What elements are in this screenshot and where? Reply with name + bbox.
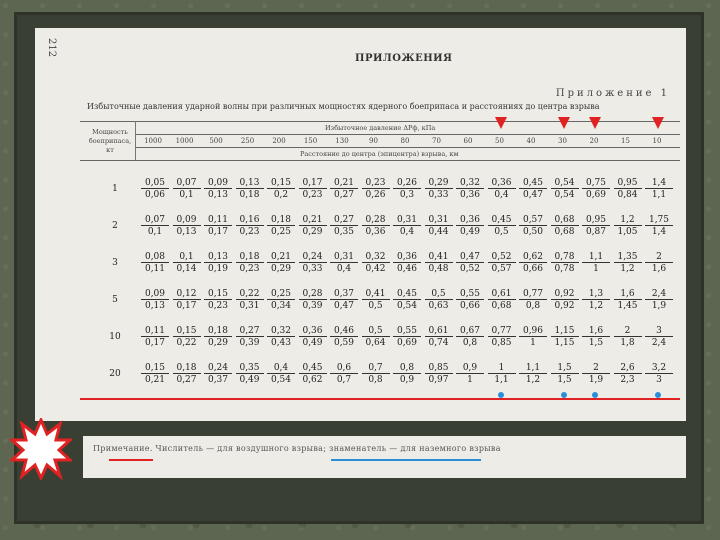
air-burst-value: 0,32 bbox=[267, 326, 295, 337]
ground-burst-value: 1,5 bbox=[588, 338, 604, 348]
power-value: 5 bbox=[112, 295, 118, 305]
air-burst-value: 0,78 bbox=[551, 252, 579, 263]
ground-burst-value: 0,26 bbox=[365, 190, 386, 200]
ground-burst-value: 0,36 bbox=[365, 227, 386, 237]
ground-burst-value: 1,1 bbox=[494, 375, 509, 385]
air-burst-value: 2 bbox=[645, 252, 673, 263]
ground-burst-value: 0,33 bbox=[302, 264, 323, 274]
air-burst-value: 0,67 bbox=[456, 326, 484, 337]
air-burst-value: 0,92 bbox=[551, 289, 579, 300]
ground-burst-value: 1,5 bbox=[557, 375, 572, 385]
air-burst-value: 0,55 bbox=[456, 289, 484, 300]
ground-burst-value: 1,15 bbox=[554, 338, 575, 348]
ground-burst-value: 1 bbox=[593, 264, 599, 274]
air-burst-value: 0,6 bbox=[330, 363, 358, 374]
ground-burst-value: 0,74 bbox=[428, 338, 449, 348]
ground-burst-value: 0,4 bbox=[399, 227, 415, 237]
note-strip bbox=[83, 436, 686, 478]
air-burst-value: 0,37 bbox=[330, 289, 358, 300]
ground-burst-value: 0,4 bbox=[494, 190, 509, 200]
ground-burst-value: 0,69 bbox=[585, 190, 607, 200]
ground-burst-value: 0,29 bbox=[207, 338, 229, 348]
page-number: 212 bbox=[46, 38, 57, 58]
air-burst-value: 0,25 bbox=[267, 289, 295, 300]
air-burst-value: 0,36 bbox=[299, 326, 327, 337]
pressure-level: 10 bbox=[652, 137, 662, 145]
air-burst-value: 0,11 bbox=[141, 326, 169, 337]
air-burst-value: 0,17 bbox=[299, 178, 327, 189]
blue-marker-icon bbox=[498, 392, 504, 398]
red-marker-icon bbox=[558, 117, 570, 129]
ground-burst-value: 0,36 bbox=[459, 190, 481, 200]
air-burst-value: 0,36 bbox=[488, 178, 516, 189]
air-burst-value: 3 bbox=[645, 326, 673, 337]
ground-burst-value: 0,13 bbox=[176, 227, 197, 237]
air-burst-value: 1,6 bbox=[582, 326, 610, 337]
ground-burst-value: 1 bbox=[530, 338, 536, 348]
air-burst-value: 0,77 bbox=[519, 289, 547, 300]
ground-burst-value: 0,68 bbox=[491, 301, 512, 311]
air-burst-value: 0,36 bbox=[393, 252, 421, 263]
ground-burst-value: 0,87 bbox=[585, 227, 607, 237]
power-col-divider bbox=[135, 121, 136, 160]
air-burst-value: 0,45 bbox=[488, 215, 516, 226]
air-burst-value: 0,27 bbox=[330, 215, 358, 226]
ground-burst-value: 1,05 bbox=[617, 227, 638, 237]
pressure-level: 1000 bbox=[175, 137, 194, 145]
ground-burst-value: 1,2 bbox=[620, 264, 635, 274]
ground-burst-value: 0,35 bbox=[333, 227, 355, 237]
ground-burst-value: 0,13 bbox=[144, 301, 166, 311]
ground-burst-value: 0,66 bbox=[522, 264, 544, 274]
air-burst-value: 0,12 bbox=[173, 289, 201, 300]
air-burst-value: 0,46 bbox=[330, 326, 358, 337]
blue-marker-icon bbox=[561, 392, 567, 398]
air-burst-value: 0,32 bbox=[362, 252, 390, 263]
ground-burst-value: 0,17 bbox=[144, 338, 166, 348]
ground-burst-value: 0,69 bbox=[396, 338, 418, 348]
air-burst-value: 0,45 bbox=[299, 363, 327, 374]
ground-burst-value: 0,92 bbox=[554, 301, 575, 311]
note-blue-underline bbox=[331, 459, 481, 461]
air-burst-value: 0,45 bbox=[519, 178, 547, 189]
air-burst-value: 0,85 bbox=[425, 363, 453, 374]
ground-burst-value: 0,49 bbox=[239, 375, 260, 385]
ground-burst-value: 1,1 bbox=[651, 190, 667, 200]
air-burst-value: 0,5 bbox=[362, 326, 390, 337]
ground-burst-value: 0,33 bbox=[428, 190, 449, 200]
distance-caption: Расстояние до центра (эпицентра) взрыва, км bbox=[300, 150, 459, 158]
power-value: 10 bbox=[109, 332, 121, 342]
appendix-label: Приложение 1 bbox=[555, 88, 670, 99]
air-burst-value: 2,6 bbox=[614, 363, 642, 374]
pressure-level: 130 bbox=[335, 137, 349, 145]
ground-burst-value: 0,8 bbox=[525, 301, 541, 311]
air-burst-value: 1,4 bbox=[645, 178, 673, 189]
ground-burst-value: 0,23 bbox=[239, 264, 260, 274]
air-burst-value: 0,4 bbox=[267, 363, 295, 374]
air-burst-value: 0,21 bbox=[330, 178, 358, 189]
ground-burst-value: 0,06 bbox=[144, 190, 166, 200]
pressure-level: 70 bbox=[432, 137, 441, 145]
air-burst-value: 2,4 bbox=[645, 289, 673, 300]
air-burst-value: 0,62 bbox=[519, 252, 547, 263]
levels-rule bbox=[135, 147, 680, 148]
ground-burst-value: 2,4 bbox=[651, 338, 667, 348]
air-burst-value: 0,18 bbox=[236, 252, 264, 263]
ground-burst-value: 0,5 bbox=[494, 227, 509, 237]
power-value: 20 bbox=[109, 369, 121, 379]
ground-burst-value: 0,49 bbox=[459, 227, 481, 237]
air-burst-value: 0,28 bbox=[299, 289, 327, 300]
pressure-level: 90 bbox=[369, 137, 378, 145]
ground-burst-value: 0,23 bbox=[207, 301, 229, 311]
air-burst-value: 1,1 bbox=[519, 363, 547, 374]
ground-burst-value: 0,31 bbox=[239, 301, 260, 311]
air-burst-value: 0,29 bbox=[425, 178, 453, 189]
ground-burst-value: 0,13 bbox=[207, 190, 229, 200]
air-burst-value: 0,95 bbox=[582, 215, 610, 226]
air-burst-value: 0,68 bbox=[551, 215, 579, 226]
ground-burst-value: 0,29 bbox=[302, 227, 323, 237]
ground-burst-value: 0,66 bbox=[459, 301, 481, 311]
air-burst-value: 0,77 bbox=[488, 326, 516, 337]
pressure-caption: Избыточное давление ΔPф, кПа bbox=[325, 124, 436, 132]
air-burst-value: 0,61 bbox=[425, 326, 453, 337]
air-burst-value: 0,15 bbox=[267, 178, 295, 189]
air-burst-value: 0,05 bbox=[141, 178, 169, 189]
air-burst-value: 0,7 bbox=[362, 363, 390, 374]
ground-burst-value: 0,47 bbox=[333, 301, 355, 311]
ground-burst-value: 0,3 bbox=[399, 190, 415, 200]
ground-burst-value: 1,8 bbox=[620, 338, 635, 348]
ground-burst-value: 0,23 bbox=[302, 190, 323, 200]
ground-burst-value: 0,68 bbox=[554, 227, 575, 237]
pressure-level: 15 bbox=[621, 137, 630, 145]
ground-burst-value: 1,9 bbox=[651, 301, 667, 311]
air-burst-value: 0,08 bbox=[141, 252, 169, 263]
air-burst-value: 0,09 bbox=[173, 215, 201, 226]
pressure-level: 30 bbox=[558, 137, 567, 145]
air-burst-value: 0,09 bbox=[204, 178, 232, 189]
pressure-level: 200 bbox=[272, 137, 286, 145]
air-burst-value: 0,26 bbox=[393, 178, 421, 189]
ground-burst-value: 0,48 bbox=[428, 264, 449, 274]
ground-burst-value: 0,84 bbox=[617, 190, 638, 200]
ground-burst-value: 0,54 bbox=[270, 375, 292, 385]
ground-burst-value: 0,18 bbox=[239, 190, 260, 200]
air-burst-value: 0,07 bbox=[141, 215, 169, 226]
air-burst-value: 0,96 bbox=[519, 326, 547, 337]
ground-burst-value: 0,78 bbox=[554, 264, 575, 274]
air-burst-value: 0,13 bbox=[204, 252, 232, 263]
ground-burst-value: 0,54 bbox=[554, 190, 575, 200]
table-note: Примечание. Числитель — для воздушного взрыва; знаменатель — для наземного взрыва bbox=[93, 444, 501, 453]
pressure-level: 250 bbox=[240, 137, 255, 145]
pressure-level: 60 bbox=[463, 137, 473, 145]
ground-burst-value: 0,63 bbox=[428, 301, 449, 311]
pressure-level: 500 bbox=[209, 137, 223, 145]
ground-burst-value: 1,9 bbox=[588, 375, 604, 385]
ground-burst-value: 1,2 bbox=[588, 301, 604, 311]
ground-burst-value: 0,1 bbox=[179, 190, 194, 200]
ground-burst-value: 0,17 bbox=[176, 301, 197, 311]
pressure-level: 150 bbox=[303, 137, 318, 145]
red-marker-icon bbox=[495, 117, 507, 129]
air-burst-value: 0,95 bbox=[614, 178, 642, 189]
power-value: 2 bbox=[112, 221, 118, 231]
air-burst-value: 1 bbox=[488, 363, 516, 374]
air-burst-value: 0,27 bbox=[236, 326, 264, 337]
ground-burst-value: 0,23 bbox=[239, 227, 260, 237]
air-burst-value: 0,8 bbox=[393, 363, 421, 374]
air-burst-value: 1,15 bbox=[551, 326, 579, 337]
ground-burst-value: 0,62 bbox=[302, 375, 323, 385]
pressure-level: 40 bbox=[526, 137, 536, 145]
ground-burst-value: 0,17 bbox=[207, 227, 229, 237]
ground-burst-value: 0,25 bbox=[270, 227, 292, 237]
ground-burst-value: 0,1 bbox=[147, 227, 163, 237]
air-burst-value: 0,18 bbox=[267, 215, 295, 226]
air-burst-value: 0,24 bbox=[299, 252, 327, 263]
ground-burst-value: 0,52 bbox=[459, 264, 481, 274]
ground-burst-value: 0,97 bbox=[428, 375, 449, 385]
air-burst-value: 0,57 bbox=[519, 215, 547, 226]
air-burst-value: 0,28 bbox=[362, 215, 390, 226]
ground-burst-value: 0,57 bbox=[491, 264, 512, 274]
air-burst-value: 0,1 bbox=[173, 252, 201, 263]
air-burst-value: 0,13 bbox=[236, 178, 264, 189]
air-burst-value: 0,31 bbox=[330, 252, 358, 263]
air-burst-value: 0,31 bbox=[425, 215, 453, 226]
air-burst-value: 0,52 bbox=[488, 252, 516, 263]
red-marker-icon bbox=[652, 117, 664, 129]
air-burst-value: 3,2 bbox=[645, 363, 673, 374]
air-burst-value: 0,75 bbox=[582, 178, 610, 189]
air-burst-value: 0,41 bbox=[425, 252, 453, 263]
ground-burst-value: 0,8 bbox=[368, 375, 383, 385]
air-burst-value: 0,31 bbox=[393, 215, 421, 226]
air-burst-value: 0,15 bbox=[204, 289, 232, 300]
air-burst-value: 0,9 bbox=[456, 363, 484, 374]
air-burst-value: 1,35 bbox=[614, 252, 642, 263]
air-burst-value: 0,32 bbox=[456, 178, 484, 189]
ground-burst-value: 1,2 bbox=[525, 375, 541, 385]
ground-burst-value: 0,34 bbox=[270, 301, 292, 311]
ground-burst-value: 0,64 bbox=[365, 338, 386, 348]
ground-burst-value: 0,22 bbox=[176, 338, 197, 348]
red-underline bbox=[80, 398, 680, 400]
ground-burst-value: 0,11 bbox=[144, 264, 166, 274]
air-burst-value: 1,1 bbox=[582, 252, 610, 263]
power-value: 3 bbox=[112, 258, 118, 268]
air-burst-value: 0,22 bbox=[236, 289, 264, 300]
air-burst-value: 1,75 bbox=[645, 215, 673, 226]
ground-burst-value: 3 bbox=[656, 375, 662, 385]
air-burst-value: 0,36 bbox=[456, 215, 484, 226]
air-burst-value: 0,54 bbox=[551, 178, 579, 189]
ground-burst-value: 0,27 bbox=[333, 190, 355, 200]
ground-burst-value: 0,8 bbox=[462, 338, 478, 348]
blue-marker-icon bbox=[655, 392, 661, 398]
air-burst-value: 0,07 bbox=[173, 178, 201, 189]
document-page bbox=[35, 28, 686, 421]
red-marker-icon bbox=[589, 117, 601, 129]
air-burst-value: 0,09 bbox=[141, 289, 169, 300]
ground-burst-value: 0,54 bbox=[396, 301, 418, 311]
ground-burst-value: 0,2 bbox=[273, 190, 289, 200]
air-burst-value: 0,18 bbox=[173, 363, 201, 374]
ground-burst-value: 0,43 bbox=[270, 338, 292, 348]
air-burst-value: 0,41 bbox=[362, 289, 390, 300]
section-title: ПРИЛОЖЕНИЯ bbox=[355, 53, 453, 64]
air-burst-value: 0,35 bbox=[236, 363, 264, 374]
pressure-caption-rule bbox=[135, 134, 680, 135]
ground-burst-value: 2,3 bbox=[620, 375, 635, 385]
ground-burst-value: 0,4 bbox=[336, 264, 352, 274]
ground-burst-value: 0,50 bbox=[522, 227, 544, 237]
ground-burst-value: 0,46 bbox=[396, 264, 418, 274]
air-burst-value: 0,61 bbox=[488, 289, 516, 300]
air-burst-value: 2 bbox=[582, 363, 610, 374]
air-burst-value: 0,21 bbox=[267, 252, 295, 263]
air-burst-value: 1,6 bbox=[614, 289, 642, 300]
ground-burst-value: 1,6 bbox=[651, 264, 667, 274]
power-col-header: Мощность боеприпаса, кт bbox=[88, 128, 132, 154]
ground-burst-value: 0,9 bbox=[399, 375, 415, 385]
ground-burst-value: 1,4 bbox=[651, 227, 667, 237]
air-burst-value: 0,47 bbox=[456, 252, 484, 263]
air-burst-value: 0,11 bbox=[204, 215, 232, 226]
ground-burst-value: 1,45 bbox=[617, 301, 638, 311]
air-burst-value: 2 bbox=[614, 326, 642, 337]
ground-burst-value: 0,59 bbox=[333, 338, 355, 348]
pressure-level: 1000 bbox=[144, 137, 162, 145]
ground-burst-value: 0,19 bbox=[207, 264, 229, 274]
air-burst-value: 1,5 bbox=[551, 363, 579, 374]
ground-burst-value: 0,42 bbox=[365, 264, 386, 274]
air-burst-value: 0,45 bbox=[393, 289, 421, 300]
power-value: 1 bbox=[112, 184, 118, 194]
table-title: Избыточные давления ударной волны при различных мощностях ядерного боеприпаса и расстояниях до центра взрыва bbox=[87, 102, 600, 111]
air-burst-value: 0,16 bbox=[236, 215, 264, 226]
pressure-level: 20 bbox=[589, 137, 599, 145]
air-burst-value: 0,24 bbox=[204, 363, 232, 374]
ground-burst-value: 0,7 bbox=[336, 375, 352, 385]
note-red-underline bbox=[109, 459, 153, 461]
air-burst-value: 0,21 bbox=[299, 215, 327, 226]
air-burst-value: 0,15 bbox=[173, 326, 201, 337]
ground-burst-value: 0,39 bbox=[302, 301, 323, 311]
ground-burst-value: 0,37 bbox=[207, 375, 229, 385]
air-burst-value: 0,23 bbox=[362, 178, 390, 189]
ground-burst-value: 0,44 bbox=[428, 227, 449, 237]
table-header-rule bbox=[80, 160, 680, 161]
ground-burst-value: 0,49 bbox=[302, 338, 323, 348]
ground-burst-value: 0,29 bbox=[270, 264, 292, 274]
ground-burst-value: 0,47 bbox=[522, 190, 544, 200]
ground-burst-value: 0,85 bbox=[491, 338, 512, 348]
blue-marker-icon bbox=[592, 392, 598, 398]
air-burst-value: 0,15 bbox=[141, 363, 169, 374]
pressure-level: 80 bbox=[400, 137, 410, 145]
ground-burst-value: 0,5 bbox=[368, 301, 383, 311]
air-burst-value: 0,18 bbox=[204, 326, 232, 337]
air-burst-value: 0,55 bbox=[393, 326, 421, 337]
pressure-level: 50 bbox=[495, 137, 504, 145]
air-burst-value: 1,3 bbox=[582, 289, 610, 300]
ground-burst-value: 0,39 bbox=[239, 338, 260, 348]
ground-burst-value: 0,14 bbox=[176, 264, 197, 274]
ground-burst-value: 0,21 bbox=[144, 375, 166, 385]
ground-burst-value: 1 bbox=[467, 375, 473, 385]
ground-burst-value: 0,27 bbox=[176, 375, 197, 385]
air-burst-value: 0,5 bbox=[425, 289, 453, 300]
starburst-icon bbox=[10, 418, 72, 480]
air-burst-value: 1,2 bbox=[614, 215, 642, 226]
